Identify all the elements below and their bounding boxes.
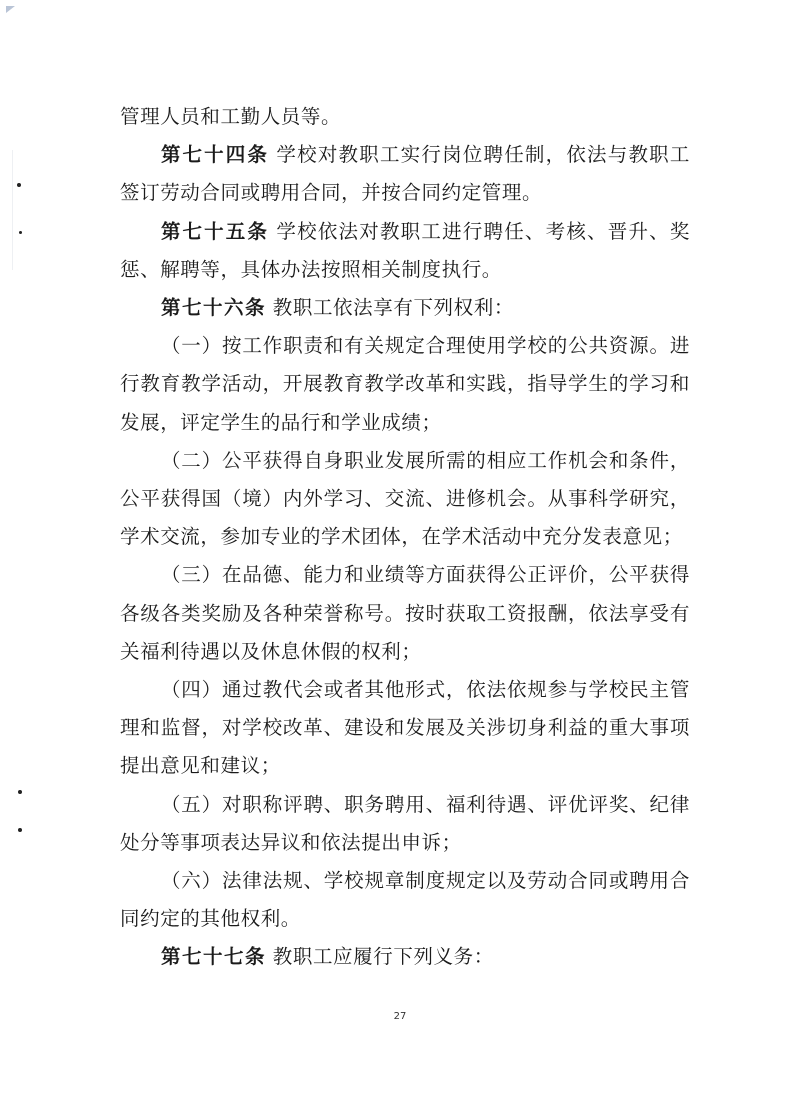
binding-hole-mark bbox=[18, 790, 22, 794]
paragraph-text: （四）通过教代会或者其他形式，依法依规参与学校民主管理和监督，对学校改革、建设和发展及关涉切身利益的重大事项提出意见和建议； bbox=[120, 678, 690, 778]
list-item-paragraph bbox=[120, 556, 690, 671]
paragraph-text: 学校对教职工实行岗位聘任制，依法与教职工签订劳动合同或聘用合同，并按合同约定管理。 bbox=[120, 143, 690, 205]
page-number: 27 bbox=[393, 1011, 407, 1022]
paragraph-text: （二）公平获得自身职业发展所需的相应工作机会和条件，公平获得国（境）内外学习、交流、进修机会。从事科学研究，学术交流，参加专业的学术团体，在学术活动中充分发表意见； bbox=[120, 448, 690, 549]
list-item-paragraph bbox=[120, 671, 690, 786]
article-heading: 第七十七条 bbox=[160, 945, 266, 969]
paragraph-text: （三）在品德、能力和业绩等方面获得公正评价，公平获得各级各类奖励及各种荣誉称号。按时获取工资报酬，依法享受有关福利待遇以及休息休假的权利； bbox=[120, 563, 690, 663]
paragraph-text: （六）法律法规、学校规章制度规定以及劳动合同或聘用合同约定的其他权利。 bbox=[120, 869, 690, 931]
scan-corner-mark bbox=[6, 6, 15, 13]
binding-hole-mark bbox=[17, 183, 21, 187]
paragraph-text: 教职工依法享有下列权利： bbox=[265, 296, 514, 320]
article-paragraph bbox=[120, 136, 690, 212]
scan-artifact bbox=[12, 150, 13, 270]
article-paragraph bbox=[120, 213, 690, 289]
article-paragraph bbox=[120, 938, 690, 976]
binding-hole-mark bbox=[18, 828, 22, 832]
paragraph bbox=[120, 98, 690, 136]
list-item-paragraph bbox=[120, 786, 690, 862]
list-item-paragraph bbox=[120, 442, 690, 557]
article-heading: 第七十五条 bbox=[160, 219, 269, 243]
list-item-paragraph bbox=[120, 327, 690, 442]
paragraph-text: （五）对职称评聘、职务聘用、福利待遇、评优评奖、纪律处分等事项表达异议和依法提出申诉； bbox=[120, 792, 690, 854]
paragraph-text: 管理人员和工勤人员等。 bbox=[120, 105, 342, 128]
article-heading: 第七十六条 bbox=[160, 296, 266, 320]
binding-hole-mark bbox=[19, 231, 22, 234]
paragraph-text: 学校依法对教职工进行聘任、考核、晋升、奖惩、解聘等，具体办法按照相关制度执行。 bbox=[120, 219, 690, 281]
article-heading: 第七十四条 bbox=[160, 143, 269, 167]
paragraph-text: 教职工应履行下列义务： bbox=[265, 945, 494, 969]
article-paragraph bbox=[120, 289, 690, 327]
document-body bbox=[120, 98, 690, 977]
paragraph-text: （一）按工作职责和有关规定合理使用学校的公共资源。进行教育教学活动，开展教育教学改革和实践，指导学生的学习和发展，评定学生的品行和学业成绩； bbox=[120, 334, 690, 434]
list-item-paragraph bbox=[120, 862, 690, 938]
